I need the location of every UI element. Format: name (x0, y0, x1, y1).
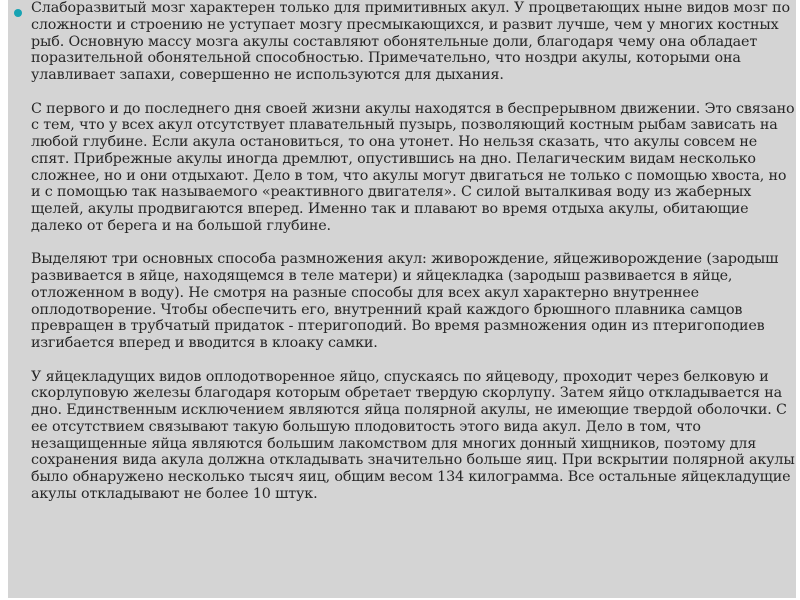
paragraph-spacer (31, 84, 796, 101)
paragraph-reproduction: Выделяют три основных способа размножения акул: живорождение, яйцеживорождение (зародыш развивается в яйце, находящемся в теле матери) и яйцекладка (зародыш развивается в яйце, отложенном в воду). Не смотря на разные способы для всех акул характерно внутреннее оплодотворение. Чтобы обеспечить его, внутренний край каждого брюшного плавника самцов превращен в трубчатый придаток - птеригоподий. Во время размножения один из птеригоподиев изгибается вперед и вводится в клоаку самки. (31, 251, 783, 351)
paragraph-spacer (31, 235, 796, 252)
paragraph-movement: С первого и до последнего дня своей жизни акулы находятся в беспрерывном движении. Это связано с тем, что у всех акул отсутствует плавательный пузырь, позволяющий костным рыбам зависать на любой глубине. Если акула остановиться, то она утонет. Но нельзя сказать, что акулы совсем не спят. Прибрежные акулы иногда дремлют, опустившись на дно. Пелагическим видам несколько сложнее, но и они отдыхают. Дело в том, что акулы могут двигаться не только с помощью хвоста, но и с помощью так называемого «реактивного двигателя». С силой выталкивая воду из жаберных щелей, акулы продвигаются вперед. Именно так и плавают во время отдыха акулы, обитающие далеко от берега и на большой глубине. (31, 100, 799, 234)
paragraph-brain: Слаборазвитый мозг характерен только для примитивных акул. У процветающих ныне видов мозг по сложности и строению не уступает мозгу пресмыкающихся, и развит лучше, чем у многих костных рыб. Основную массу мозга акулы составляют обонятельные доли, благодаря чему она обладает поразительной обонятельной способностью. Примечательно, что ноздри акулы, которыми она улавливает запахи, совершенно не используются для дыхания. (31, 0, 795, 83)
body-text (31, 0, 799, 503)
paragraph-spacer (31, 352, 796, 369)
paragraph-eggs: У яйцекладущих видов оплодотворенное яйцо, спускаясь по яйцеводу, проходит через белковую и скорлуповую железы благодаря которым обретает твердую скорлупу. Затем яйцо откладывается на дно. Единственным исключением являются яйца полярной акулы, не имеющие твердой оболочки. С ее отсутствием связывают такую большую плодовитость этого вида акул. Дело в том, что незащищенные яйца являются большим лакомством для многих донный хищников, поэтому для сохранения вида акула должна откладывать значительно больше яиц. При вскрытии полярной акулы было обнаружено несколько тысяч яиц, общим весом 134 килограмма. Все остальные яйцекладущие акулы откладывают не более 10 штук. (31, 368, 799, 502)
bullet-icon (14, 9, 22, 17)
text-panel (8, 0, 799, 598)
